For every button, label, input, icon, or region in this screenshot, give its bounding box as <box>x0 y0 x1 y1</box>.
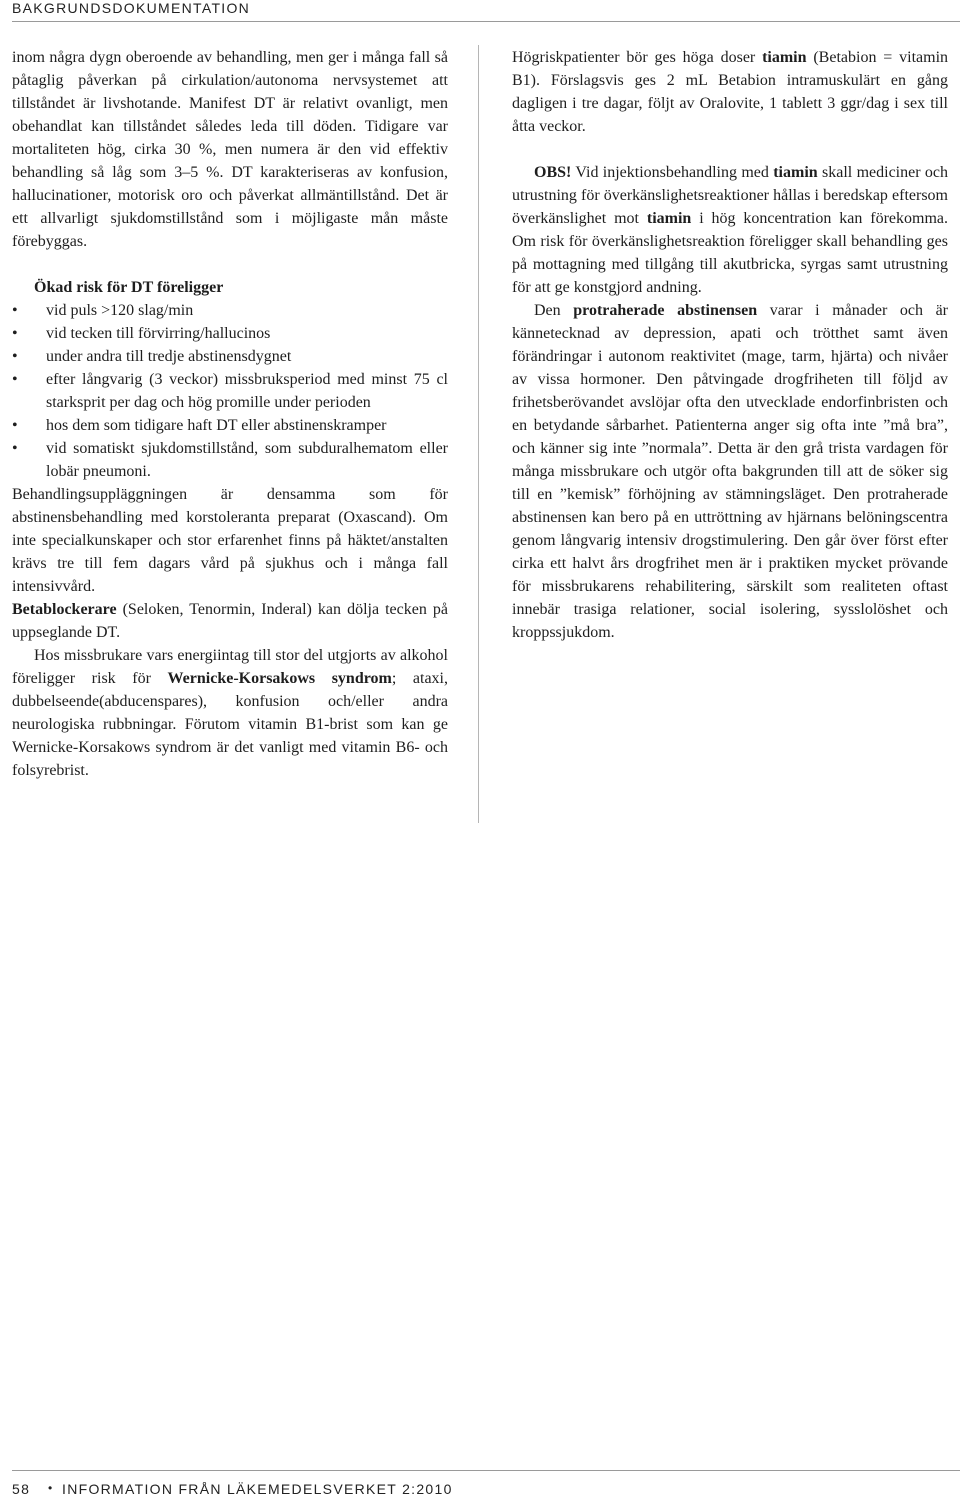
betablocker-paragraph: Betablockerare (Seloken, Tenormin, Inderal) kan dölja tecken på uppseglande DT. <box>12 601 448 641</box>
tiamin-term: tiamin <box>646 210 692 227</box>
list-item: • hos dem som tidigare haft DT eller abstinenskramper <box>12 414 448 437</box>
list-item: • under andra till tredje abstinensdygnet <box>12 345 448 368</box>
page-header <box>12 0 960 22</box>
section-title: BAKGRUNDSDOKUMENTATION <box>12 0 251 16</box>
right-column <box>512 46 948 644</box>
obs-paragraph: OBS! Vid injektionsbehandling med tiamin skall mediciner och utrustning för överkänslighetsreaktioner hållas i beredskap eftersom överkänslighet mot tiamin i hög koncentration kan förekomma. Om risk för överkänslighetsreaktion föreligger skall behandling ges på mottagning med tillgång till akutbricka, syrgas samt utrustning för att ge konstgjord andning. <box>512 164 948 296</box>
column-divider <box>478 45 479 823</box>
bullet-icon: • <box>12 348 18 365</box>
publication-title: INFORMATION FRÅN LÄKEMEDELSVERKET 2:2010 <box>62 1481 453 1497</box>
list-item: • efter långvarig (3 veckor) missbruksperiod med minst 75 cl starksprit per dag och hög promille under perioden <box>12 368 448 414</box>
wernicke-paragraph: Hos missbrukare vars energiintag till stor del utgjorts av alkohol föreligger risk för Wernicke-Korsakows syndrom; ataxi, dubbelseende(abducenspares), konfusion och/eller andra neurologiska rubbningar. Förutom vitamin B1-brist som kan ge Wernicke-Korsakows syndrom är det vanligt med vitamin B6- och folsyrebrist. <box>12 647 448 779</box>
page-number: 58 <box>12 1481 31 1497</box>
bullet-icon: • <box>12 417 18 434</box>
bullet-icon: • <box>12 325 18 342</box>
bullet-icon: • <box>12 302 18 319</box>
left-column <box>12 46 448 782</box>
list-item: • vid somatiskt sjukdomstillstånd, som subduralhematom eller lobär pneumoni. <box>12 437 448 483</box>
risk-list <box>12 299 448 483</box>
obs-label: OBS! <box>534 164 572 181</box>
tiamin-dosage-paragraph: Högriskpatienter bör ges höga doser tiamin (Betabion = vitamin B1). Förslagsvis ges 2 mL Betabion intramuskulärt en gång dagligen i tre dagar, följt av Oralovite, 1 tablett 3 ggr/dag i sex till åtta veckor. <box>512 49 949 135</box>
list-item: • vid tecken till förvirring/hallucinos <box>12 322 448 345</box>
list-item: • vid puls >120 slag/min <box>12 299 448 322</box>
protracted-abstinence-paragraph: Den protraherade abstinensen varar i månader och är kännetecknad av depression, apati och trötthet samt även förändringar i autonom reaktivitet (mage, tarm, hjärta) och nivåer av vissa hormoner. Den påtvingade drogfriheten till följd av frihetsberövandet avslöjar ofta den utvecklade endorfinbristen och en betydande sårbarhet. Patienterna anger sig ofta inte ”må bra”, och känner sig inte ”normala”. Detta är den grå trista vardagen för många missbrukare och utgör ofta bakgrunden till att de söker sig till en ”kemisk” förhöjning av stämningsläget. Den protraherade abstinensen kan bero på en uttröttning av hjärnans belöningscentra genom långvarig intensiv drogstimulering. Den går över först efter cirka ett halvt års drogfrihet men är i praktiken mycket prövande för missbrukarens rehabilitering, särskilt som realiteten oftast innebär trasiga relationer, social isolering, sysslolöshet och kroppssjukdom. <box>512 302 948 641</box>
betablocker-term: Betablockerare <box>12 601 117 618</box>
treatment-paragraph: Behandlingsuppläggningen är densamma som för abstinensbehandling med korstoleranta preparat (Oxascand). Om inte specialkunskaper och stor erfarenhet finns på häktet/anstalten krävs tre till fem dagars vård på sjukhus och i många fall intensivvård. <box>12 486 448 595</box>
dt-intro-paragraph: inom några dygn oberoende av behandling, men ger i många fall så påtaglig påverkan på cirkulation/autonoma nervsystemet att tillståndet är livshotande. Manifest DT är relativt ovanligt, men obehandlat kan tillståndet således leda till döden. Tidigare var mortaliteten hög, cirka 30 %, men numera är den vid effektiv behandling så låg som 3–5 %. DT karakteriseras av konfusion, hallucinationer, motorisk oro och påverkat allmäntillstånd. Det är ett allvarligt sjukdomstillstånd som i möjligaste mån måste förebyggas. <box>12 49 448 250</box>
wernicke-term: Wernicke-Korsakows syndrom <box>167 670 392 687</box>
page-footer <box>12 1470 960 1498</box>
tiamin-term: tiamin <box>773 164 818 181</box>
bullet-icon: • <box>12 371 18 388</box>
risk-heading: Ökad risk för DT föreligger <box>34 279 224 296</box>
bullet-icon: • <box>48 1481 54 1495</box>
tiamin-term: tiamin <box>762 49 807 66</box>
protracted-abstinence-term: protraherade abstinensen <box>573 302 758 319</box>
bullet-icon: • <box>12 440 18 457</box>
